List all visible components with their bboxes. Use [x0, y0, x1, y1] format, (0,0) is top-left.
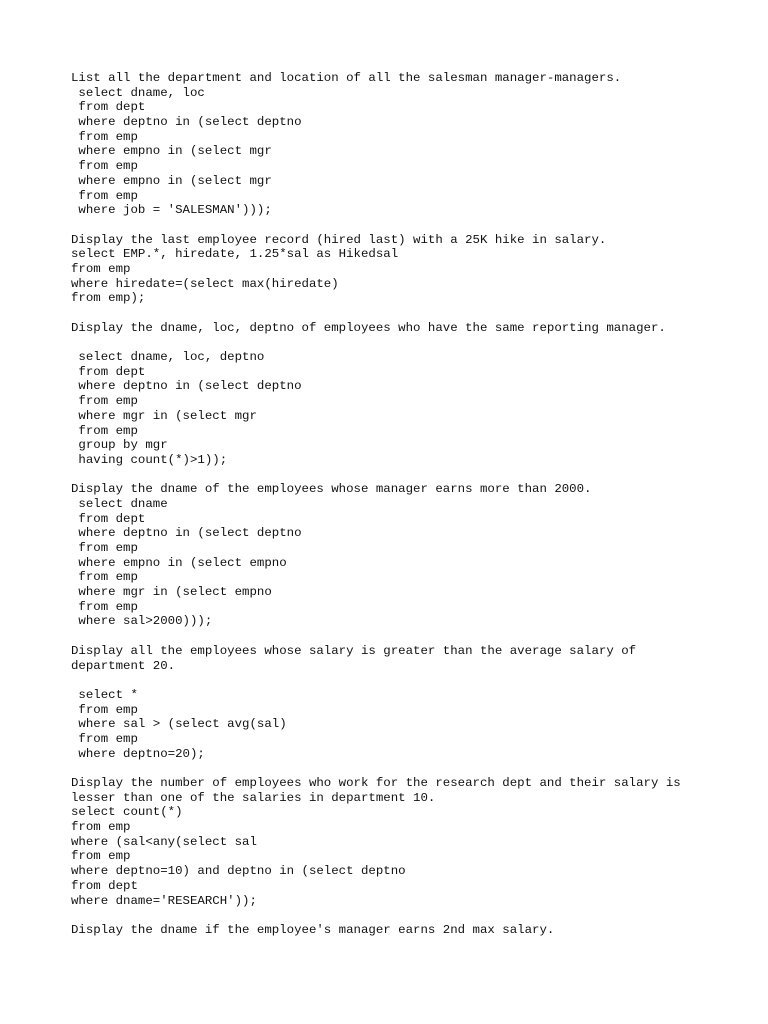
text-line: where empno in (select mgr — [71, 144, 272, 159]
text-line: from emp — [71, 731, 138, 746]
text-line: from dept — [71, 100, 146, 115]
text-line: Display all the employees whose salary is greater than the average salary of — [71, 643, 637, 658]
text-line: Display the dname if the employee's manager earns 2nd max salary. — [71, 922, 555, 937]
text-line: where (sal<any(select sal — [71, 834, 257, 849]
text-line: from emp — [71, 261, 131, 276]
text-line: from emp — [71, 820, 131, 835]
text-line: from dept — [71, 511, 146, 526]
text-line: Display the number of employees who work for the research dept and their salary is — [71, 776, 681, 790]
text-line: from emp — [71, 188, 138, 203]
text-line: Display the dname of the employees whose manager earns more than 2000. — [71, 482, 592, 497]
text-line: from dept — [71, 364, 146, 379]
text-line: from emp — [71, 129, 138, 144]
text-line: where hiredate=(select max(hiredate) — [71, 276, 339, 291]
text-line: where deptno in (select deptno — [71, 526, 302, 541]
text-line: select EMP.*, hiredate, 1.25*sal as Hikedsal — [71, 247, 399, 262]
text-line: Display the dname, loc, deptno of employees who have the same reporting manager. — [71, 320, 666, 335]
text-line: having count(*)>1)); — [71, 452, 228, 467]
text-line: where sal > (select avg(sal) — [71, 717, 287, 732]
text-line: where deptno=20); — [71, 746, 205, 761]
text-line — [71, 908, 731, 923]
text-line: from emp — [71, 570, 138, 585]
text-line: group by mgr — [71, 438, 168, 453]
text-line: department 20. — [71, 658, 176, 673]
text-line: from emp — [71, 702, 138, 717]
text-line: from emp — [71, 423, 138, 438]
text-line: select * — [71, 687, 138, 702]
text-line: select dname — [71, 496, 168, 511]
text-line: from emp — [71, 394, 138, 409]
text-line — [71, 306, 731, 321]
text-line: where mgr in (select empno — [71, 585, 272, 600]
text-line — [71, 218, 731, 233]
text-line: select count(*) — [71, 805, 183, 820]
text-line: where sal>2000))); — [71, 614, 213, 629]
document-page — [71, 71, 731, 938]
text-line: from emp — [71, 599, 138, 614]
text-line — [71, 761, 731, 776]
text-line — [71, 335, 731, 350]
text-line: where empno in (select mgr — [71, 173, 272, 188]
text-line — [71, 629, 731, 644]
text-line: lesser than one of the salaries in department 10. — [71, 790, 436, 805]
text-line: from dept — [71, 878, 138, 893]
text-line: where deptno in (select deptno — [71, 379, 302, 394]
text-line: where dname='RESEARCH')); — [71, 893, 257, 908]
text-line: where empno in (select empno — [71, 555, 287, 570]
text-line — [71, 673, 731, 688]
text-line: select dname, loc — [71, 85, 205, 100]
text-line: where deptno=10) and deptno in (select deptno — [71, 864, 406, 879]
text-line: from emp — [71, 541, 138, 555]
text-line: select dname, loc, deptno — [71, 350, 265, 365]
text-line — [71, 468, 731, 483]
text-line: Display the last employee record (hired last) with a 25K hike in salary. — [71, 232, 607, 247]
text-line: where mgr in (select mgr — [71, 408, 257, 423]
text-line: where job = 'SALESMAN'))); — [71, 203, 272, 218]
text-line: from emp); — [71, 291, 146, 306]
text-line: where deptno in (select deptno — [71, 115, 302, 130]
text-line: from emp — [71, 159, 138, 174]
text-line: List all the department and location of all the salesman manager-managers. — [71, 71, 622, 85]
text-line: from emp — [71, 849, 131, 864]
